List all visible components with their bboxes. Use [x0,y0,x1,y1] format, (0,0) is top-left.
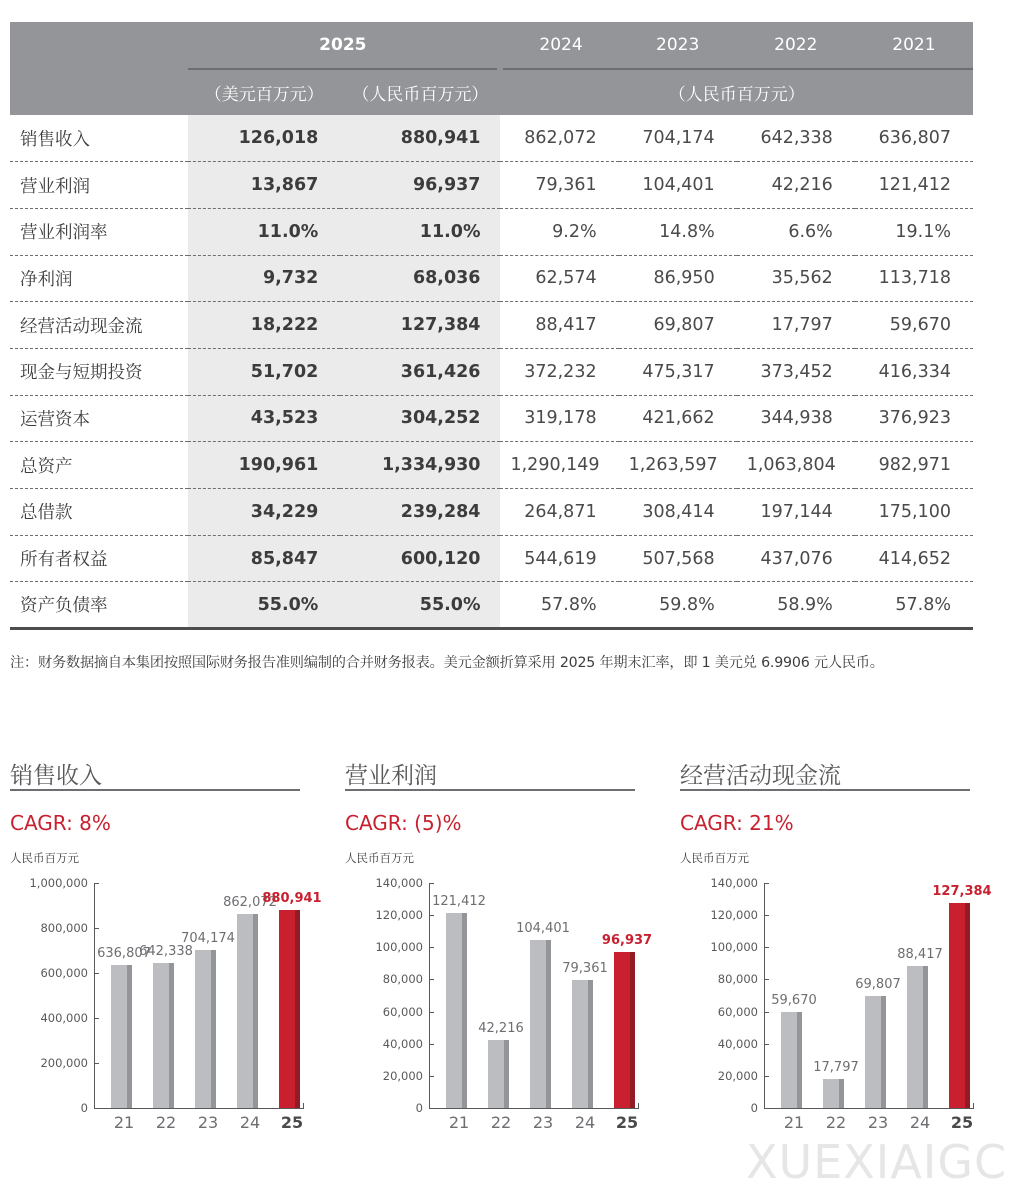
cell-2025-usd: 11.0% [188,208,340,255]
row-label: 净利润 [10,255,188,302]
bar-value-label: 127,384 [932,884,992,900]
cell-2022: 1,063,804 [737,442,855,489]
x-tick-label: 21 [448,1113,470,1132]
y-tick-label: 20,000 [382,1068,423,1083]
row-label: 营业利润 [10,162,188,209]
cell-2023: 308,414 [619,489,737,536]
unit-label: 人民币百万元 [10,851,79,865]
y-tick [429,1076,434,1077]
bar-22 [153,963,174,1108]
cell-2021: 982,971 [855,442,973,489]
header-row-units [10,69,973,115]
cell-2021: 416,334 [855,348,973,395]
cell-2022: 373,452 [737,348,855,395]
y-tick-label: 60,000 [717,1004,758,1019]
cell-2025-rmb: 96,937 [340,162,500,209]
cell-2025-usd: 51,702 [188,348,340,395]
table-row [10,162,973,209]
y-tick-label: 80,000 [717,972,758,987]
x-tick-label: 23 [532,1113,554,1132]
cell-2023: 1,263,597 [619,442,737,489]
bar-23 [195,950,216,1108]
x-axis-end-tick [303,1103,304,1109]
x-tick-label: 22 [825,1113,847,1132]
cell-2021: 113,718 [855,255,973,302]
row-label: 总资产 [10,442,188,489]
x-tick-label: 22 [490,1113,512,1132]
cell-2021: 121,412 [855,162,973,209]
y-tick-label: 800,000 [40,921,88,935]
cell-2022: 642,338 [737,115,855,162]
bar-value-label: 104,401 [516,921,570,937]
x-axis-end-tick [638,1103,639,1109]
watermark: XUEXIAIGC [746,1135,1008,1189]
cell-2021: 175,100 [855,489,973,536]
table-row [10,442,973,489]
plot-area [10,873,322,1138]
bar-21 [111,965,132,1108]
bar-value-label: 704,174 [181,930,235,946]
y-tick-label: 400,000 [40,1011,88,1025]
table-row [10,395,973,442]
table-row [10,255,973,302]
y-tick [764,1076,769,1077]
cell-2024: 62,574 [500,255,618,302]
header-blank [10,22,188,69]
header-year-2021: 2021 [855,22,973,69]
y-tick [764,979,769,980]
table-row [10,489,973,536]
cell-2022: 197,144 [737,489,855,536]
bar-value-label: 636,807 [97,945,151,961]
bar-value-label: 42,216 [478,1021,524,1037]
bar-23 [865,996,886,1108]
bar-23 [530,940,551,1108]
x-tick-label: 24 [909,1113,931,1132]
cagr-label: CAGR: (5)% [345,811,462,835]
table-row [10,208,973,255]
y-tick-label: 200,000 [40,1056,88,1070]
bar-24 [572,980,593,1108]
y-tick [94,883,99,884]
cell-2021: 57.8% [855,582,973,629]
y-tick-label: 0 [415,1101,423,1115]
x-axis [764,1108,974,1109]
chart-panel-operating-profit [345,755,653,1140]
cell-2024: 372,232 [500,348,618,395]
y-tick [429,947,434,948]
y-tick [764,947,769,948]
bar-value-label: 88,417 [897,946,943,962]
cell-2025-usd: 43,523 [188,395,340,442]
x-tick-label: 25 [615,1113,639,1132]
row-label: 经营活动现金流 [10,302,188,349]
cell-2025-rmb: 239,284 [340,489,500,536]
cell-2025-usd: 18,222 [188,302,340,349]
cell-2023: 507,568 [619,535,737,582]
cell-2022: 437,076 [737,535,855,582]
cell-2025-rmb: 68,036 [340,255,500,302]
y-tick [94,973,99,974]
row-label: 资产负债率 [10,582,188,629]
cell-2023: 59.8% [619,582,737,629]
y-tick-label: 600,000 [40,966,88,980]
y-tick [429,915,434,916]
cell-2025-rmb: 127,384 [340,302,500,349]
unit-label: 人民币百万元 [680,851,749,865]
bar-value-label: 69,807 [855,976,901,992]
cell-2024: 57.8% [500,582,618,629]
y-tick [764,1044,769,1045]
y-tick-label: 140,000 [710,876,758,890]
bar-value-label: 121,412 [432,893,486,909]
cell-2023: 104,401 [619,162,737,209]
cell-2025-rmb: 361,426 [340,348,500,395]
cell-2025-usd: 34,229 [188,489,340,536]
y-tick [429,883,434,884]
y-tick-label: 20,000 [717,1068,758,1083]
cell-2025-usd: 190,961 [188,442,340,489]
cell-2024: 1,290,149 [500,442,618,489]
x-tick-label: 25 [950,1113,974,1132]
cell-2021: 636,807 [855,115,973,162]
x-tick-label: 22 [155,1113,177,1132]
row-label: 销售收入 [10,115,188,162]
cell-2024: 79,361 [500,162,618,209]
x-tick-label: 23 [197,1113,219,1132]
cell-2023: 475,317 [619,348,737,395]
y-tick [94,928,99,929]
cell-2025-rmb: 600,120 [340,535,500,582]
cell-2022: 42,216 [737,162,855,209]
table-row [10,115,973,162]
header-year-2023: 2023 [619,22,737,69]
plot-area [345,873,653,1138]
cell-2024: 862,072 [500,115,618,162]
cell-2023: 86,950 [619,255,737,302]
row-label: 营业利润率 [10,208,188,255]
bar-25 [279,910,300,1108]
x-tick-label: 25 [280,1113,304,1132]
chart-panel-operating-cash-flow [680,755,992,1140]
y-tick-label: 0 [750,1101,758,1115]
x-axis [429,1108,639,1109]
cell-2024: 319,178 [500,395,618,442]
title-underline [680,789,970,791]
cell-2021: 376,923 [855,395,973,442]
y-tick-label: 100,000 [710,940,758,955]
financial-summary-table [10,22,973,630]
header-row-years [10,22,973,69]
y-tick-label: 1,000,000 [29,876,88,890]
cell-2025-usd: 13,867 [188,162,340,209]
cell-2023: 704,174 [619,115,737,162]
row-label: 运营资本 [10,395,188,442]
cell-2022: 35,562 [737,255,855,302]
cell-2024: 88,417 [500,302,618,349]
bar-value-label: 96,937 [601,933,653,949]
title-underline [345,789,635,791]
unit-label: 人民币百万元 [345,851,414,865]
cell-2021: 414,652 [855,535,973,582]
bar-24 [237,914,258,1108]
cell-2025-rmb: 1,334,930 [340,442,500,489]
cell-2023: 421,662 [619,395,737,442]
cell-2025-rmb: 880,941 [340,115,500,162]
bar-24 [907,966,928,1108]
cell-2025-usd: 9,732 [188,255,340,302]
cell-2025-rmb: 11.0% [340,208,500,255]
y-tick [764,1012,769,1013]
plot-area [680,873,992,1138]
row-label: 现金与短期投资 [10,348,188,395]
row-label: 所有者权益 [10,535,188,582]
cagr-label: CAGR: 21% [680,811,794,835]
y-tick-label: 140,000 [375,876,423,890]
y-tick [764,915,769,916]
y-tick [429,979,434,980]
table-footnote: 注：财务数据摘自本集团按照国际财务报告准则编制的合并财务报表。美元金额折算采用 2025 年期末汇率，即 1 美元兑 6.9906 元人民币。 [10,655,884,671]
x-tick-label: 21 [783,1113,805,1132]
cell-2021: 59,670 [855,302,973,349]
bar-value-label: 17,797 [813,1060,859,1076]
y-tick-label: 60,000 [382,1004,423,1019]
cell-2022: 17,797 [737,302,855,349]
header-unit-historical: （人民币百万元） [500,69,973,115]
bar-value-label: 642,338 [139,944,193,960]
y-tick [429,1044,434,1045]
y-tick-label: 40,000 [717,1036,758,1051]
cell-2024: 9.2% [500,208,618,255]
bar-25 [949,903,970,1108]
table-row [10,582,973,629]
chart-title: 营业利润 [345,763,437,789]
title-underline [10,789,300,791]
bar-21 [446,913,467,1108]
x-axis-end-tick [973,1103,974,1109]
y-tick-label: 120,000 [710,908,758,923]
cell-2021: 19.1% [855,208,973,255]
table-row [10,348,973,395]
header-unit-usd: （美元百万元） [188,69,340,115]
header-year-2025: 2025 [188,22,500,69]
x-axis [94,1108,304,1109]
row-label: 总借款 [10,489,188,536]
cell-2025-rmb: 304,252 [340,395,500,442]
chart-title: 销售收入 [10,763,102,789]
y-tick-label: 80,000 [382,972,423,987]
bar-value-label: 862,072 [223,895,277,911]
cell-2023: 14.8% [619,208,737,255]
bar-value-label: 59,670 [771,993,817,1009]
cagr-label: CAGR: 8% [10,811,111,835]
y-tick [94,1018,99,1019]
header-year-2022: 2022 [737,22,855,69]
cell-2024: 544,619 [500,535,618,582]
bar-22 [488,1040,509,1108]
x-tick-label: 24 [574,1113,596,1132]
cell-2022: 58.9% [737,582,855,629]
cell-2025-usd: 85,847 [188,535,340,582]
x-tick-label: 23 [867,1113,889,1132]
bar-value-label: 79,361 [562,961,608,977]
bar-22 [823,1079,844,1108]
x-tick-label: 24 [239,1113,261,1132]
y-axis [94,883,95,1109]
table-row [10,535,973,582]
y-tick-label: 0 [80,1101,88,1115]
y-tick-label: 40,000 [382,1036,423,1051]
table-body [10,115,973,629]
financial-summary-table-container [10,22,973,630]
y-tick-label: 120,000 [375,908,423,923]
cell-2022: 344,938 [737,395,855,442]
cell-2023: 69,807 [619,302,737,349]
header-blank-2 [10,69,188,115]
cell-2024: 264,871 [500,489,618,536]
y-tick [429,1012,434,1013]
bar-21 [781,1012,802,1108]
x-tick-label: 21 [113,1113,135,1132]
y-tick [94,1063,99,1064]
cell-2025-usd: 126,018 [188,115,340,162]
cell-2022: 6.6% [737,208,855,255]
chart-title: 经营活动现金流 [680,763,841,789]
header-year-2024: 2024 [500,22,618,69]
header-unit-rmb: （人民币百万元） [340,69,500,115]
cell-2025-rmb: 55.0% [340,582,500,629]
chart-panel-revenue [10,755,322,1140]
y-tick [764,883,769,884]
cell-2025-usd: 55.0% [188,582,340,629]
table-row [10,302,973,349]
bar-25 [614,952,635,1108]
bar-value-label: 880,941 [262,890,322,906]
y-tick-label: 100,000 [375,940,423,955]
